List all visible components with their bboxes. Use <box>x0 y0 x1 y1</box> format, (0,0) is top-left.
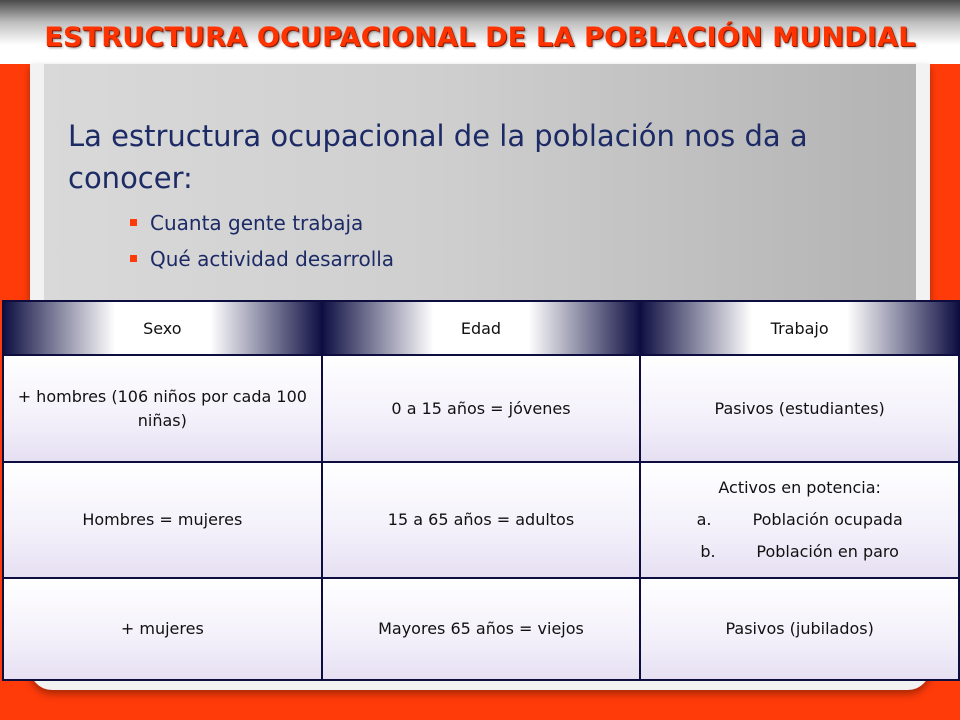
list-marker: b. <box>700 542 716 561</box>
cell-trabajo <box>640 462 959 578</box>
cell-edad: 15 a 65 años = adultos <box>322 462 641 578</box>
cell-sexo: + mujeres <box>3 578 322 680</box>
bullet-text: Cuanta gente trabaja <box>150 211 364 235</box>
intro-text: La estructura ocupacional de la población nos da a conocer: <box>68 119 808 195</box>
cell-edad: 0 a 15 años = jóvenes <box>322 355 641 462</box>
cell-sexo: Hombres = mujeres <box>3 462 322 578</box>
table-row <box>3 462 959 578</box>
list-marker: a. <box>696 510 712 529</box>
cell-trabajo: Pasivos (estudiantes) <box>640 355 959 462</box>
trabajo-list-item <box>651 504 948 536</box>
bullet-list <box>130 205 394 277</box>
square-bullet-icon <box>130 255 137 262</box>
table-header-row <box>3 301 959 355</box>
table-row <box>3 578 959 680</box>
header-sexo: Sexo <box>3 301 322 355</box>
trabajo-list-item <box>651 536 948 568</box>
square-bullet-icon <box>130 219 137 226</box>
trabajo-heading: Activos en potencia: <box>718 478 881 497</box>
header-edad: Edad <box>322 301 641 355</box>
cell-edad: Mayores 65 años = viejos <box>322 578 641 680</box>
header-trabajo: Trabajo <box>640 301 959 355</box>
cell-sexo: + hombres (106 niños por cada 100 niñas) <box>3 355 322 462</box>
list-text: Población ocupada <box>752 510 903 529</box>
bullet-text: Qué actividad desarrolla <box>150 247 395 271</box>
table-row <box>3 355 959 462</box>
cell-trabajo: Pasivos (jubilados) <box>640 578 959 680</box>
slide-title: ESTRUCTURA OCUPACIONAL DE LA POBLACIÓN MUNDIAL <box>44 22 916 53</box>
occupational-table <box>2 300 960 681</box>
bullet-item <box>130 205 394 241</box>
list-text: Población en paro <box>756 542 899 561</box>
bullet-item <box>130 241 394 277</box>
